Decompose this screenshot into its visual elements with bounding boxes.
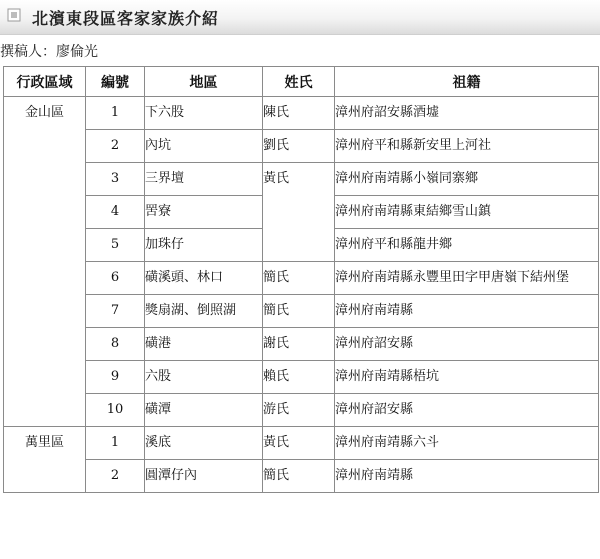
surname-cell: 陳氏: [263, 97, 335, 130]
table-row: [4, 460, 599, 493]
table-row: [4, 427, 599, 460]
district-cell: 萬里區: [4, 427, 86, 493]
surname-cell: 謝氏: [263, 328, 335, 361]
number-cell: 1: [86, 427, 145, 460]
surname-cell: 黃氏: [263, 163, 335, 262]
table-row: [4, 163, 599, 196]
origin-cell: 漳州府南靖縣小嶺同寨鄉: [335, 163, 599, 196]
place-cell: 磺溪頭、林口: [145, 262, 263, 295]
title-bar: [0, 0, 600, 35]
number-cell: 3: [86, 163, 145, 196]
place-cell: 下六股: [145, 97, 263, 130]
number-cell: 1: [86, 97, 145, 130]
place-cell: 罟寮: [145, 196, 263, 229]
surname-cell: 簡氏: [263, 295, 335, 328]
origin-cell: 漳州府南靖縣永豐里田字甲唐嶺下結州堡: [335, 262, 599, 295]
place-cell: 加珠仔: [145, 229, 263, 262]
origin-cell: 漳州府詔安縣酒墟: [335, 97, 599, 130]
number-cell: 10: [86, 394, 145, 427]
origin-cell: 漳州府南靖縣: [335, 460, 599, 493]
place-cell: 獎扇湖、倒照湖: [145, 295, 263, 328]
place-cell: 磺潭: [145, 394, 263, 427]
bullet-square-icon: [7, 8, 21, 22]
origin-cell: 漳州府南靖縣東結鄉雪山鎮: [335, 196, 599, 229]
origin-cell: 漳州府平和縣新安里上河社: [335, 130, 599, 163]
table-row: [4, 328, 599, 361]
surname-cell: 劉氏: [263, 130, 335, 163]
origin-cell: 漳州府南靖縣梧坑: [335, 361, 599, 394]
origin-cell: 漳州府詔安縣: [335, 328, 599, 361]
number-cell: 7: [86, 295, 145, 328]
header-district: 行政區域: [4, 67, 86, 97]
number-cell: 9: [86, 361, 145, 394]
origin-cell: 漳州府南靖縣: [335, 295, 599, 328]
place-cell: 溪底: [145, 427, 263, 460]
surname-cell: 簡氏: [263, 262, 335, 295]
header-origin: 祖籍: [335, 67, 599, 97]
place-cell: 六股: [145, 361, 263, 394]
header-surname: 姓氏: [263, 67, 335, 97]
table-row: [4, 262, 599, 295]
table-row: [4, 130, 599, 163]
number-cell: 5: [86, 229, 145, 262]
number-cell: 2: [86, 460, 145, 493]
district-cell: 金山區: [4, 97, 86, 427]
page-title: 北濱東段區客家家族介紹: [32, 9, 220, 28]
place-cell: 三界壇: [145, 163, 263, 196]
surname-cell: 簡氏: [263, 460, 335, 493]
origin-cell: 漳州府詔安縣: [335, 394, 599, 427]
table-row: [4, 394, 599, 427]
table-row: [4, 97, 599, 130]
number-cell: 2: [86, 130, 145, 163]
place-cell: 內坑: [145, 130, 263, 163]
origin-cell: 漳州府平和縣龍井鄉: [335, 229, 599, 262]
origin-cell: 漳州府南靖縣六斗: [335, 427, 599, 460]
clan-table: [3, 66, 599, 493]
surname-cell: 游氏: [263, 394, 335, 427]
header-number: 編號: [86, 67, 145, 97]
surname-cell: 黃氏: [263, 427, 335, 460]
table-row: [4, 361, 599, 394]
number-cell: 4: [86, 196, 145, 229]
place-cell: 圓潭仔內: [145, 460, 263, 493]
table-row: [4, 295, 599, 328]
surname-cell: 賴氏: [263, 361, 335, 394]
number-cell: 8: [86, 328, 145, 361]
header-place: 地區: [145, 67, 263, 97]
author-line: 撰稿人：廖倫光: [0, 44, 98, 60]
table-header-row: [4, 67, 599, 97]
number-cell: 6: [86, 262, 145, 295]
place-cell: 磺港: [145, 328, 263, 361]
